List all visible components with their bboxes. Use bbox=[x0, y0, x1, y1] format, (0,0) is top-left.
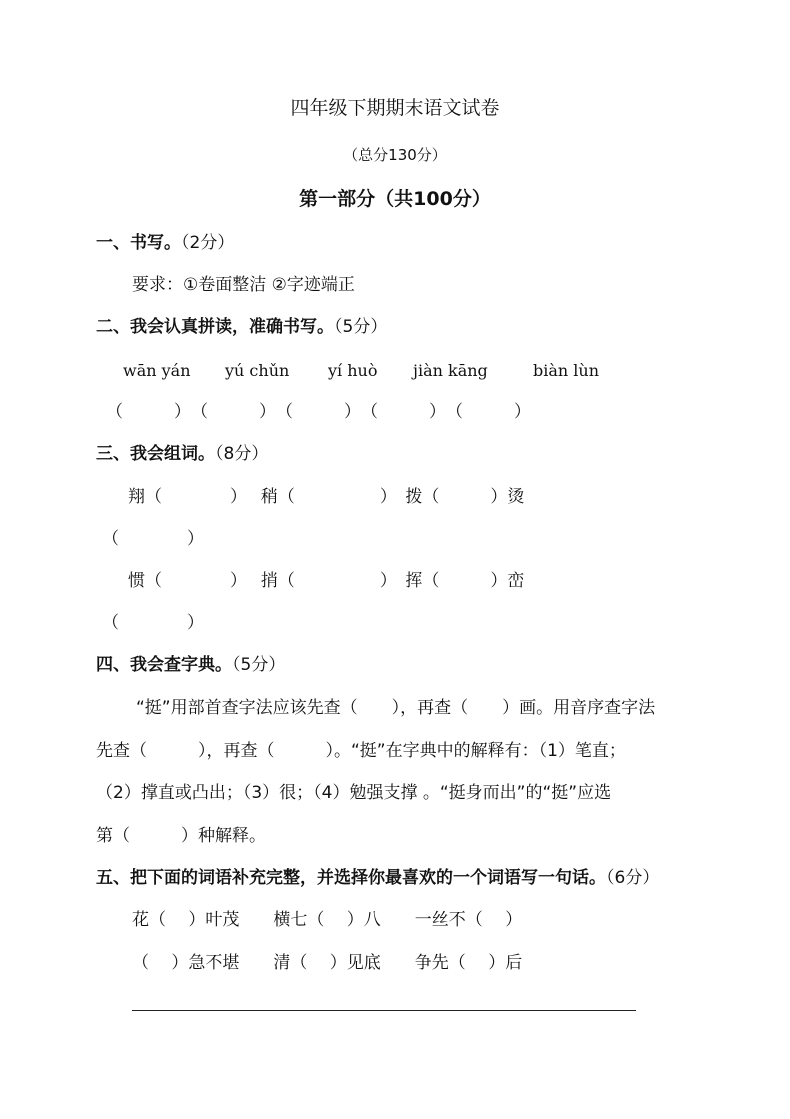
section-name: 五、把下面的词语补充完整，并选择你最喜欢的一个词语写一句话。 bbox=[96, 868, 606, 888]
idiom-row-2[interactable]: （ ）急不堪 清（ ）见底 争先（ ）后 bbox=[132, 953, 523, 973]
section-1-heading bbox=[96, 233, 234, 253]
dictionary-line-3: （2）撑直或凸出；（3）很；（4）勉强支撑 。“挺身而出”的“挺”应选 bbox=[96, 783, 612, 803]
sentence-writing-line[interactable] bbox=[132, 1010, 636, 1011]
section-name: 一、书写。 bbox=[96, 233, 181, 253]
word-building-row-1[interactable]: 翔（ ） 稍（ ） 拨（ ）烫 bbox=[128, 487, 525, 507]
pinyin-4: jiàn kāng bbox=[413, 361, 488, 380]
section-name: 四、我会查字典。 bbox=[96, 655, 232, 675]
part-one-heading: 第一部分（共100分） bbox=[299, 188, 491, 210]
section-5-heading bbox=[96, 868, 659, 888]
section-score: （5分） bbox=[232, 655, 286, 675]
dictionary-line-1[interactable]: “挺”用部首查字法应该先查（ ），再查（ ）画。用音序查字法 bbox=[136, 698, 656, 718]
dictionary-line-2[interactable]: 先查（ ），再查（ ）。“挺”在字典中的解释有：（1）笔直； bbox=[96, 741, 626, 761]
section-score: （8分） bbox=[215, 444, 269, 464]
exam-title: 四年级下期期末语文试卷 bbox=[290, 97, 500, 119]
pinyin-1: wān yán bbox=[123, 361, 191, 380]
word-building-row-2-cont[interactable]: （ ） bbox=[102, 613, 204, 633]
section-score: （6分） bbox=[606, 868, 660, 888]
section-score: （2分） bbox=[181, 233, 235, 253]
idiom-row-1[interactable]: 花（ ）叶茂 横七（ ）八 一丝不（ ） bbox=[132, 910, 523, 930]
word-building-row-2[interactable]: 惯（ ） 捎（ ） 挥（ ）峦 bbox=[128, 571, 525, 591]
section-2-heading bbox=[96, 317, 387, 337]
pinyin-2: yú chǔn bbox=[225, 361, 290, 380]
pinyin-3: yí huò bbox=[328, 361, 378, 380]
section-4-heading bbox=[96, 655, 285, 675]
word-building-row-1-cont[interactable]: （ ） bbox=[102, 529, 204, 549]
dictionary-line-4[interactable]: 第（ ）种解释。 bbox=[96, 826, 266, 846]
requirement-line: 要求：①卷面整洁 ②字迹端正 bbox=[132, 275, 355, 295]
pinyin-5: biàn lùn bbox=[533, 361, 600, 380]
section-name: 二、我会认真拼读，准确书写。 bbox=[96, 317, 334, 337]
pinyin-answer-blanks[interactable]: （ ） （ ） （ ） （ ） （ ） bbox=[106, 402, 531, 422]
total-score: （总分130分） bbox=[343, 146, 447, 164]
section-3-heading bbox=[96, 444, 268, 464]
section-score: （5分） bbox=[334, 317, 388, 337]
section-name: 三、我会组词。 bbox=[96, 444, 215, 464]
